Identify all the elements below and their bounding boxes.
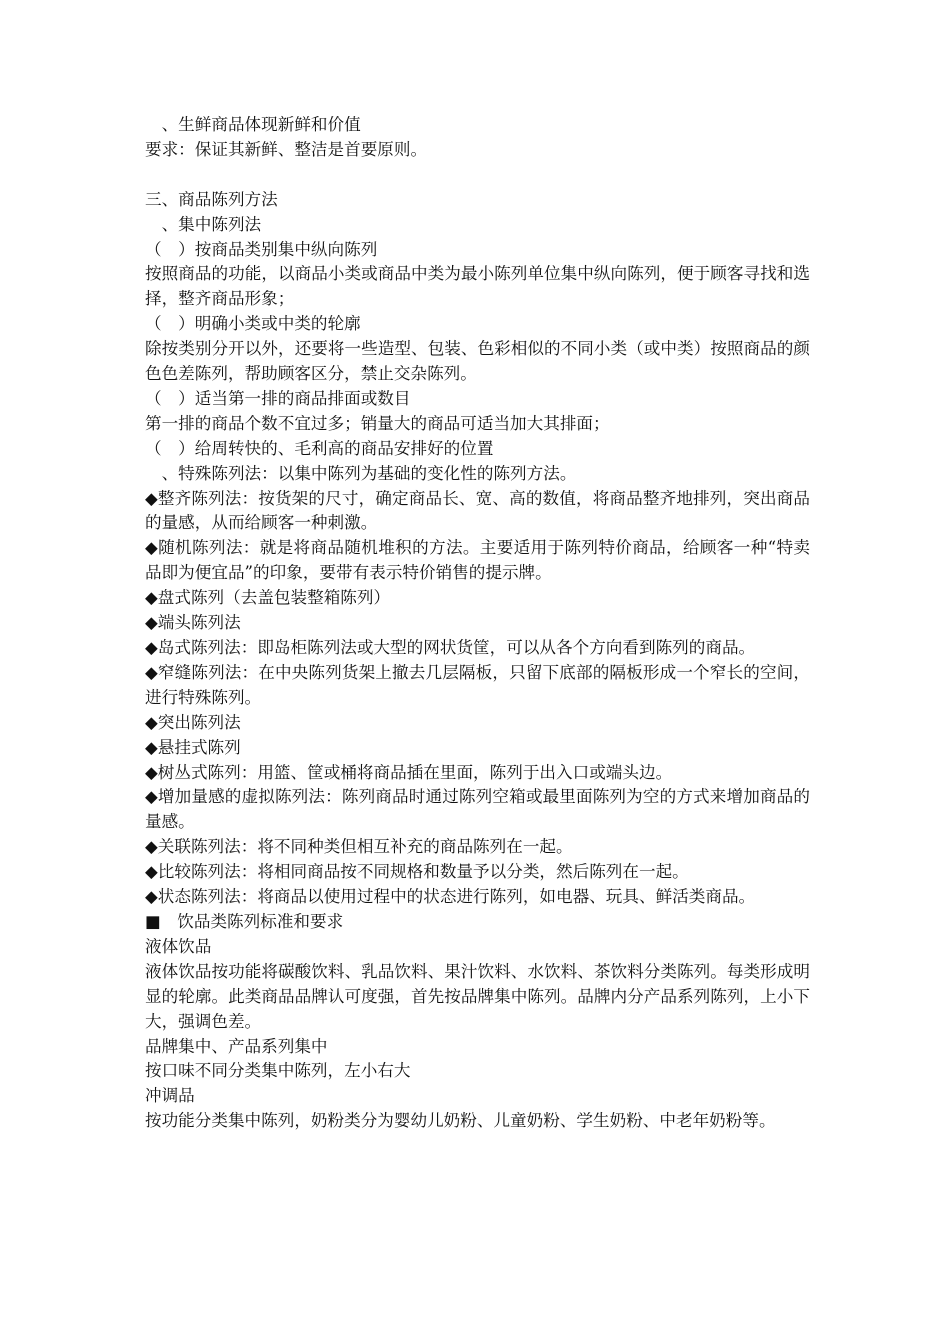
paragraph-outline: 除按类别分开以外，还要将一些造型、包装、色彩相似的不同小类（或中类）按照商品的颜色色差陈列，帮助顾客区分，禁止交杂陈列。 xyxy=(145,339,810,384)
item-fast-turnover: （ ）给周转快的、毛利高的商品安排好的位置 xyxy=(145,438,494,458)
bullet-random-display: ◆随机陈列法：就是将商品随机堆积的方法。主要适用于陈列特价商品，给顾客一种“特卖品即为便宜品”的印象，要带有表示特价销售的提示牌。 xyxy=(145,538,810,583)
bullet-island-display: ◆岛式陈列法：即岛柜陈列法或大型的网状货筐，可以从各个方向看到陈列的商品。 xyxy=(145,638,756,658)
bullet-endcap-display: ◆端头陈列法 xyxy=(145,613,241,633)
bullet-narrow-display: ◆窄缝陈列法：在中央陈列货架上撤去几层隔板，只留下底部的隔板形成一个窄长的空间，进行特殊陈列。 xyxy=(145,662,810,707)
document-body xyxy=(145,113,810,1134)
bullet-hanging-display: ◆悬挂式陈列 xyxy=(145,737,241,757)
blank-line xyxy=(145,163,810,188)
bullet-state-display: ◆状态陈列法：将商品以使用过程中的状态进行陈列，如电器、玩具、鲜活类商品。 xyxy=(145,887,756,907)
item-outline: （ ）明确小类或中类的轮廓 xyxy=(145,314,361,334)
bullet-bush-display: ◆树丛式陈列：用篮、筐或桶将商品插在里面，陈列于出入口或端头边。 xyxy=(145,762,673,782)
item-first-row: （ ）适当第一排的商品排面或数目 xyxy=(145,388,411,408)
fresh-goods-heading: 、生鲜商品体现新鲜和价值 xyxy=(145,115,361,134)
liquid-beverages-heading: 液体饮品 xyxy=(145,936,212,956)
fresh-goods-requirement: 要求：保证其新鲜、整洁是首要原则。 xyxy=(145,139,428,159)
special-display-heading: 、特殊陈列法：以集中陈列为基础的变化性的陈列方法。 xyxy=(145,463,577,483)
bullet-protruding-display: ◆突出陈列法 xyxy=(145,712,241,732)
paragraph-by-category: 按照商品的功能，以商品小类或商品中类为最小陈列单位集中纵向陈列，便于顾客寻找和选择，整齐商品形象； xyxy=(145,264,810,309)
paragraph-first-row: 第一排的商品个数不宜过多；销量大的商品可适当加大其排面； xyxy=(145,413,610,433)
bullet-associated-display: ◆关联陈列法：将不同种类但相互补充的商品陈列在一起。 xyxy=(145,837,573,857)
centralized-display-heading: 、集中陈列法 xyxy=(145,214,262,234)
beverage-section-heading: ■ 饮品类陈列标准和要求 xyxy=(145,911,344,931)
section-three-heading: 三、商品陈列方法 xyxy=(145,189,278,209)
bullet-virtual-display: ◆增加量感的虚拟陈列法：陈列商品时通过陈列空箱或最里面陈列为空的方式来增加商品的量感。 xyxy=(145,787,810,832)
brand-series-line: 品牌集中、产品系列集中 xyxy=(145,1036,328,1056)
flavor-display-line: 按口味不同分类集中陈列，左小右大 xyxy=(145,1061,411,1081)
liquid-beverages-paragraph: 液体饮品按功能将碳酸饮料、乳品饮料、果汁饮料、水饮料、茶饮料分类陈列。每类形成明显的轮廓。此类商品品牌认可度强，首先按品牌集中陈列。品牌内分产品系列陈列，上小下大，强调色差。 xyxy=(145,961,810,1031)
instant-drinks-heading: 冲调品 xyxy=(145,1086,195,1106)
bullet-comparison-display: ◆比较陈列法：将相同商品按不同规格和数量予以分类，然后陈列在一起。 xyxy=(145,862,689,882)
item-by-category: （ ）按商品类别集中纵向陈列 xyxy=(145,239,378,259)
bullet-neat-display: ◆整齐陈列法：按货架的尺寸，确定商品长、宽、高的数值，将商品整齐地排列，突出商品的量感，从而给顾客一种刺激。 xyxy=(145,488,810,533)
instant-drinks-paragraph: 按功能分类集中陈列，奶粉类分为婴幼儿奶粉、儿童奶粉、学生奶粉、中老年奶粉等。 xyxy=(145,1111,776,1131)
bullet-tray-display: ◆盘式陈列（去盖包装整箱陈列） xyxy=(145,588,391,608)
